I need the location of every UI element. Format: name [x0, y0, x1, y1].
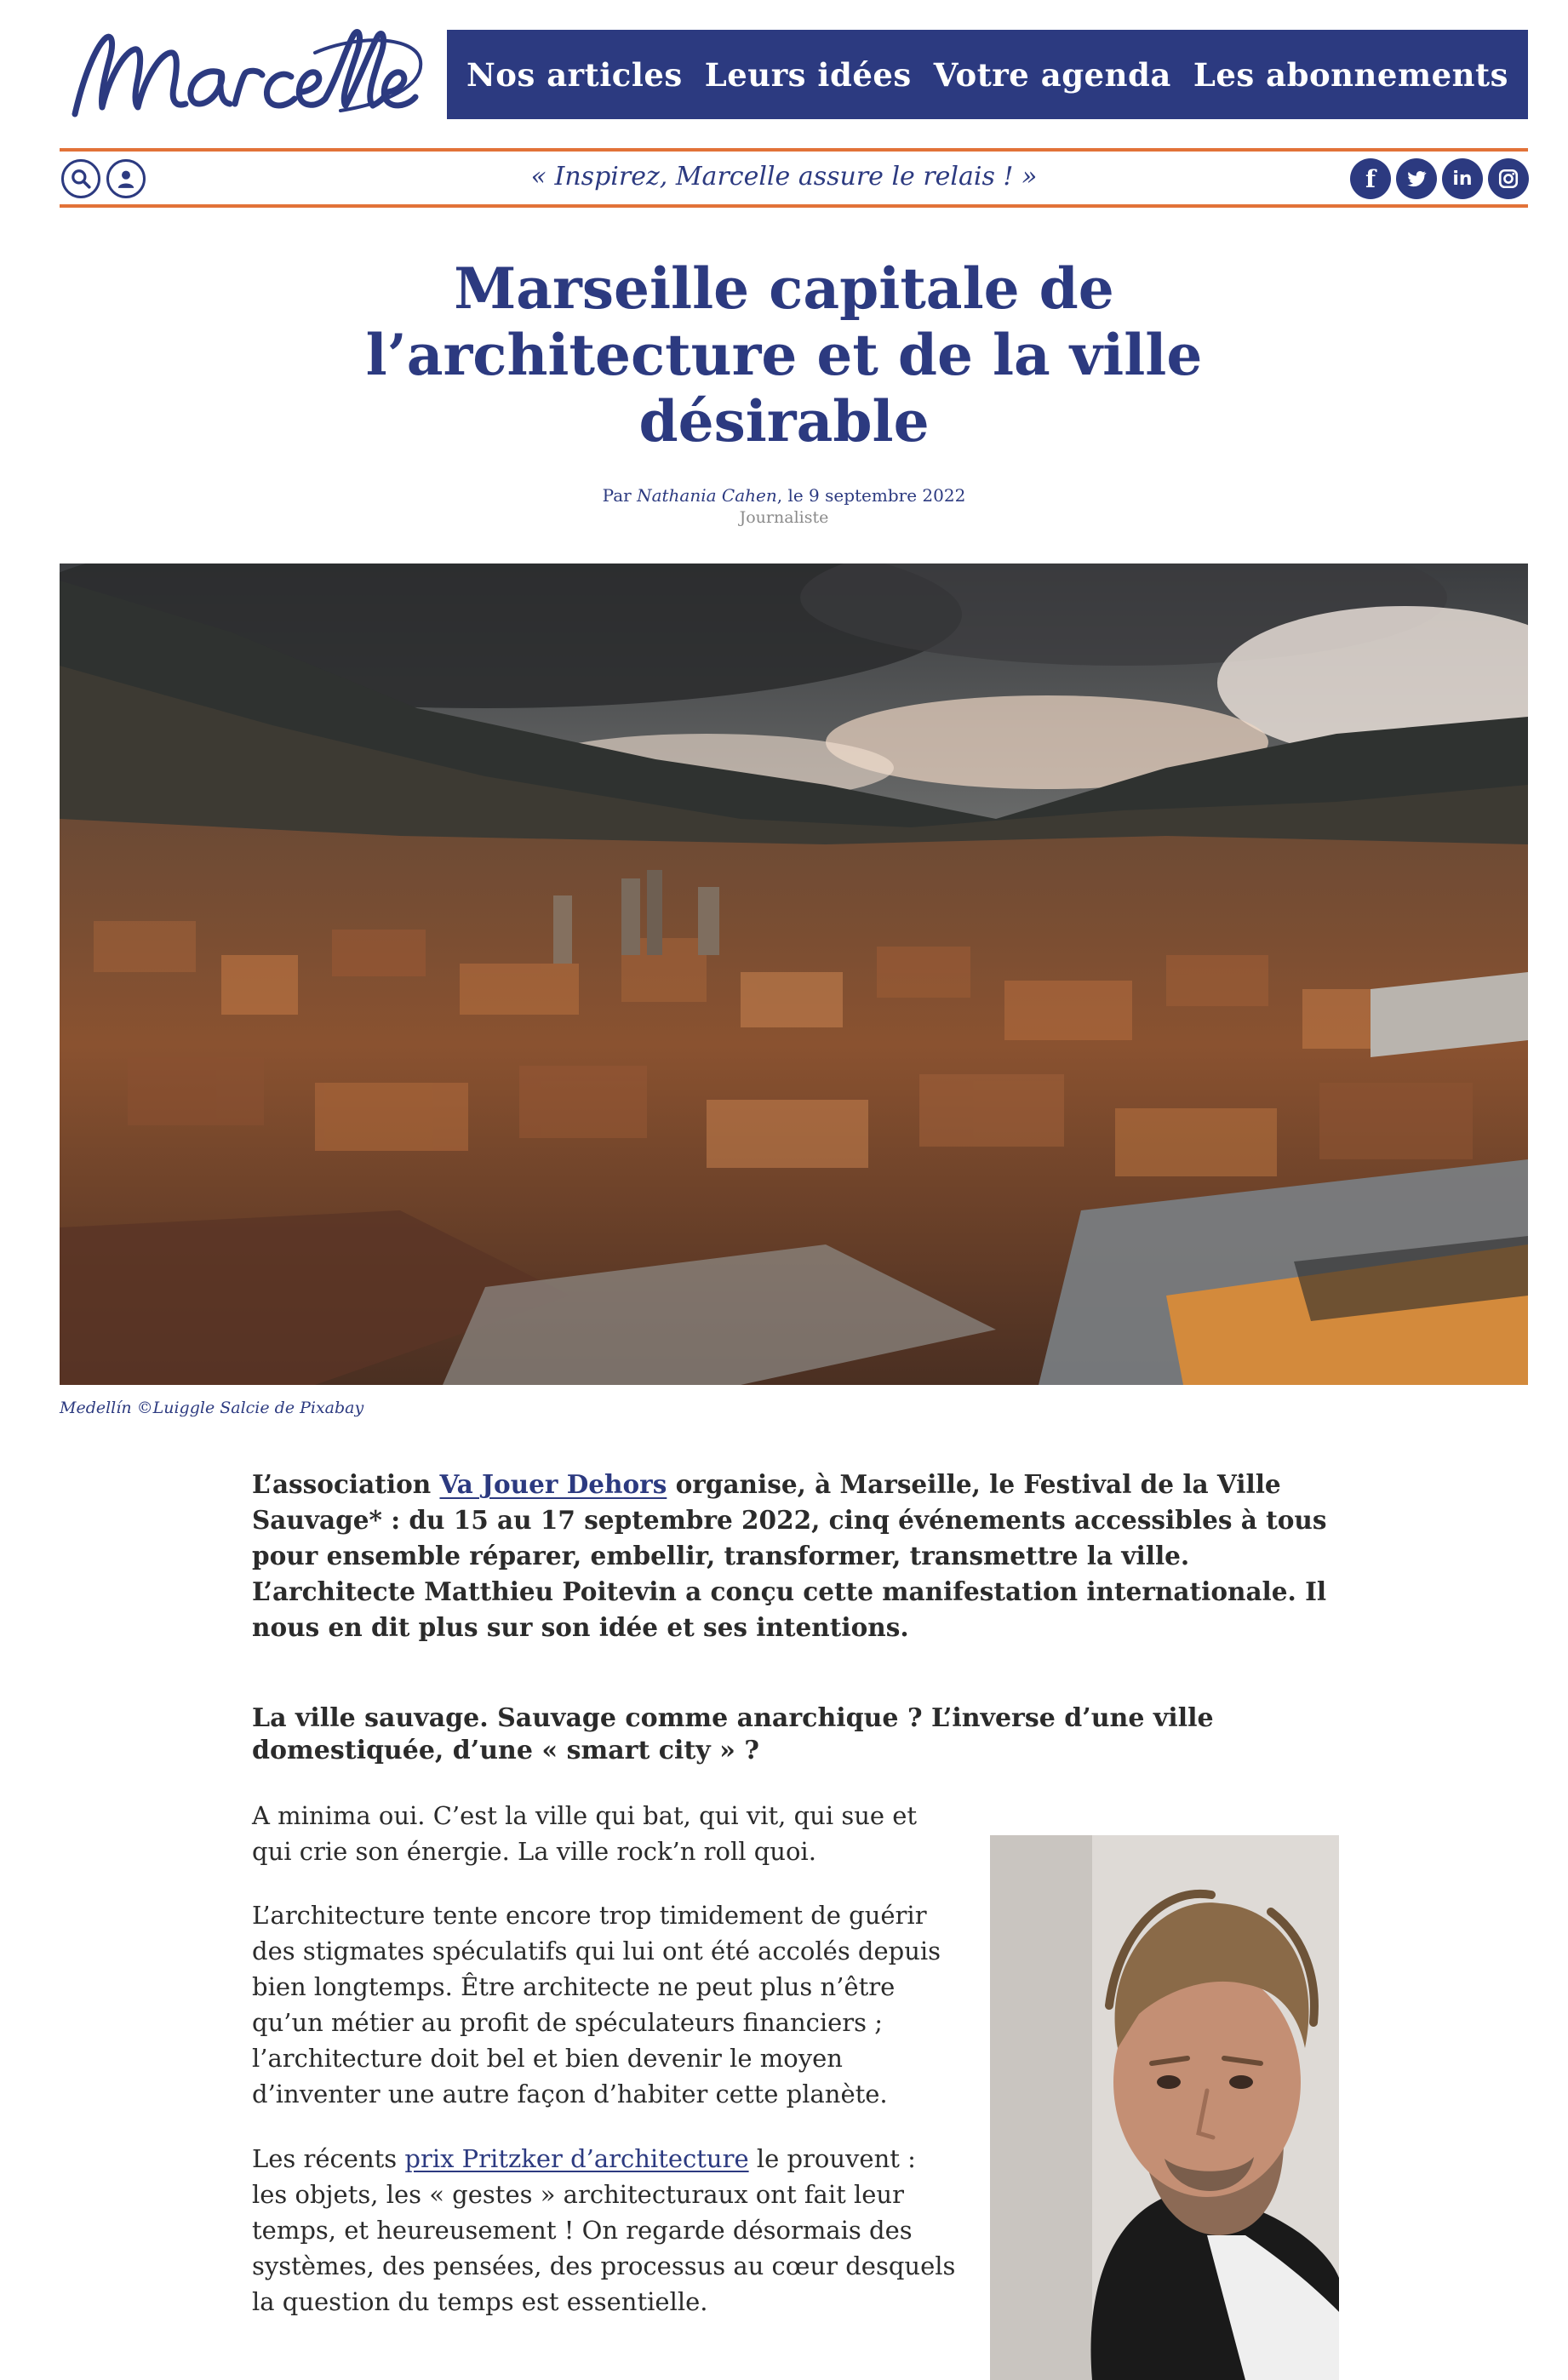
article-lead — [252, 1467, 1329, 1645]
lead-text-start: L’association — [252, 1469, 440, 1499]
hero-image-art — [60, 564, 1528, 1385]
main-navigation — [447, 30, 1528, 119]
prix-pritzker-link[interactable]: prix Pritzker d’architecture — [404, 2144, 749, 2173]
article-title: Marseille capitale de l’architecture et de la ville désirable — [365, 255, 1203, 455]
byline-author[interactable]: Nathania Cahen — [637, 485, 777, 506]
paragraph-3-start: Les récents — [252, 2144, 405, 2173]
nav-item-nos-articles[interactable]: Nos articles — [466, 55, 683, 94]
linkedin-link[interactable] — [1442, 158, 1483, 199]
header-bottom-divider — [60, 204, 1528, 208]
twitter-link[interactable] — [1396, 158, 1437, 199]
site-tagline: « Inspirez, Marcelle assure le relais ! » — [530, 162, 1038, 192]
facebook-link[interactable] — [1350, 158, 1391, 199]
nav-item-leurs-idees[interactable]: Leurs idées — [704, 55, 912, 94]
answer-paragraph-3 — [252, 2141, 959, 2320]
interview-question: La ville sauvage. Sauvage comme anarchique ? L’inverse d’une ville domestiquée, d’une « smart city » ? — [252, 1703, 1214, 1765]
byline-date: , le 9 septembre 2022 — [776, 485, 966, 506]
instagram-link[interactable] — [1488, 158, 1529, 199]
marcelle-logo[interactable] — [60, 19, 426, 125]
va-jouer-dehors-link[interactable]: Va Jouer Dehors — [439, 1469, 667, 1499]
header-top-divider — [60, 148, 1528, 152]
twitter-icon — [1405, 168, 1428, 190]
instagram-icon — [1497, 168, 1519, 190]
portrait-image-art — [990, 1835, 1339, 2380]
nav-item-votre-agenda[interactable]: Votre agenda — [933, 55, 1171, 94]
logo-wordmark — [60, 19, 426, 125]
hero-image-medellin — [60, 564, 1528, 1385]
hero-caption: Medellín ©Luiggle Salcie de Pixabay — [60, 1399, 364, 1417]
paragraph-3-end: le prouvent : les objets, les « gestes » architecturaux ont fait leur temps, et heureusement ! On regarde désormais des systèmes, des pensées, des processus au cœur desquels la question du temps est essentielle. — [252, 2144, 956, 2316]
portrait-matthieu-poitevin — [990, 1835, 1339, 2380]
nav-item-les-abonnements[interactable]: Les abonnements — [1193, 55, 1508, 94]
answer-paragraph-2: L’architecture tente encore trop timidement de guérir des stigmates spéculatifs qui lui ont été accolés depuis bien longtemps. Être architecte ne peut plus n’être qu’un métier au profit de spéculateurs financiers ; l’architecture doit bel et bien devenir le moyen d’inventer une autre façon d’habiter cette planète. — [252, 1901, 941, 2108]
article-byline — [0, 485, 1568, 506]
linkedin-icon: in — [1452, 168, 1473, 190]
author-role: Journaliste — [739, 508, 829, 527]
lead-text-end: organise, à Marseille, le Festival de la Ville Sauvage* : du 15 au 17 septembre 2022, cinq événements accessibles à tous pour ensemble réparer, embellir, transformer, transmettre la ville. L’architecte Matthieu Poitevin a conçu cette manifestation internationale. Il nous en dit plus sur son idée et ses intentions. — [252, 1469, 1327, 1642]
answer-paragraph-1: A minima oui. C’est la ville qui bat, qui vit, qui sue et qui crie son énergie. La ville rock’n roll quoi. — [252, 1801, 918, 1866]
facebook-icon: f — [1365, 164, 1376, 193]
byline-prefix: Par — [602, 485, 638, 506]
